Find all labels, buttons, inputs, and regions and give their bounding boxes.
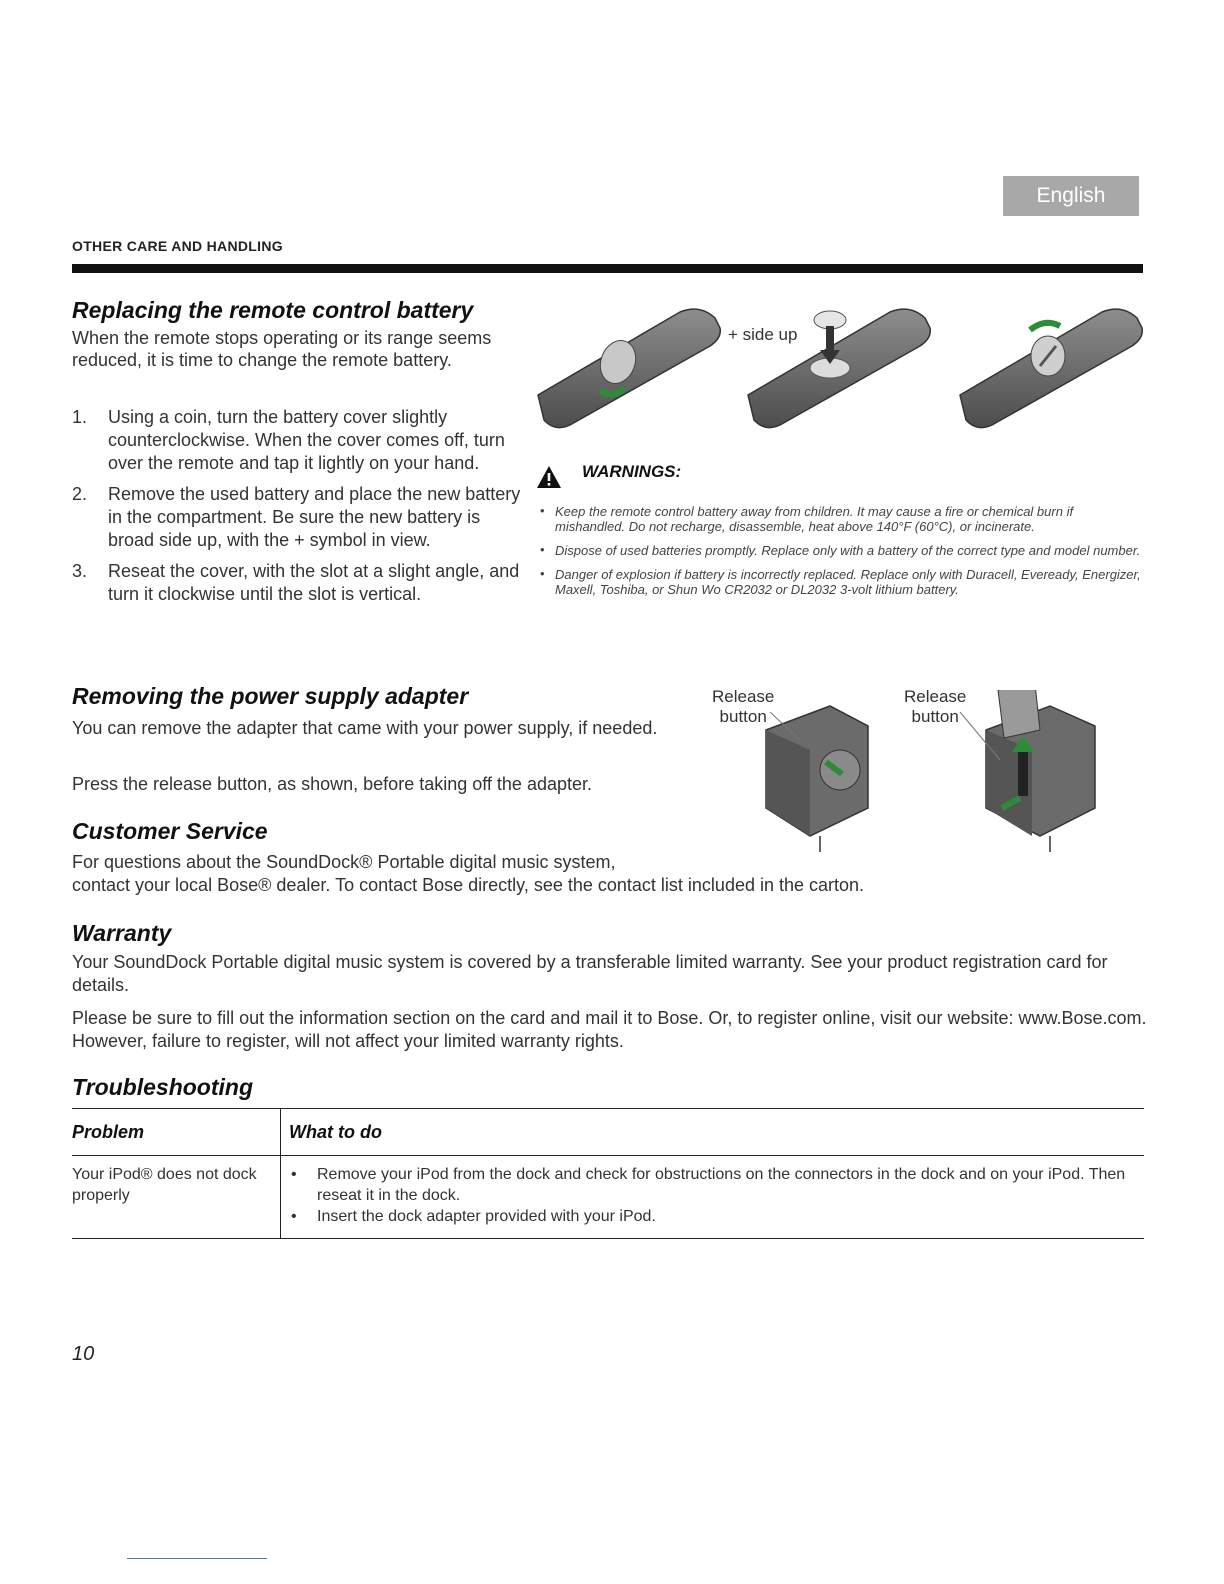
battery-steps <box>72 406 522 614</box>
solution-text: Insert the dock adapter provided with your iPod. <box>317 1208 656 1225</box>
step-number: 2. <box>72 484 88 504</box>
warning-text: Keep the remote control battery away from children. It may cause a fire or chemical burn if mishandled. Do not recharge, disassemble, heat above 140°F (60°C), or incinerate. <box>555 504 1074 534</box>
warning-triangle-icon <box>536 465 562 489</box>
footer-line <box>127 1558 267 1559</box>
warranty-title: Warranty <box>72 920 172 946</box>
troubleshooting-title: Troubleshooting <box>72 1074 254 1100</box>
text-line: contact your local Bose® dealer. To contact Bose directly, see the contact list included in the carton. <box>72 875 865 895</box>
label-line: Release <box>904 687 967 706</box>
language-tab[interactable]: English <box>1003 176 1139 216</box>
bullet-icon: • <box>291 1208 297 1225</box>
column-header-problem: Problem <box>72 1109 281 1156</box>
side-up-label: + side up <box>728 325 798 344</box>
bullet-icon: • <box>540 503 545 518</box>
column-header-what-to-do: What to do <box>281 1109 1145 1156</box>
adapter-figure-2 <box>960 690 1095 852</box>
warning-text: Danger of explosion if battery is incorrectly replaced. Replace only with Duracell, Eveready, Energizer, Maxell, Toshiba, or Shun Wo CR2032 or DL2032 3-volt lithium battery. <box>555 567 1141 597</box>
list-item <box>540 567 1144 597</box>
warning-text: Dispose of used batteries promptly. Replace only with a battery of the correct type and model number. <box>555 543 1141 558</box>
adapter-figure-1 <box>766 706 868 852</box>
list-item <box>540 543 1144 558</box>
text-line: For questions about the SoundDock® Portable digital music system, <box>72 852 616 872</box>
remote-battery-figures <box>530 300 1145 430</box>
solution-text: Remove your iPod from the dock and check for obstructions on the connectors in the dock and on your iPod. Then reseat it in the dock. <box>317 1166 1126 1204</box>
solution-cell <box>281 1156 1145 1239</box>
release-button-label-2 <box>904 687 966 727</box>
label-line: Release <box>712 687 775 706</box>
warranty-paragraph: Your SoundDock Portable digital music system is covered by a transferable limited warranty. See your product registration card for details. <box>72 952 1108 995</box>
battery-intro: When the remote stops operating or its range seems reduced, it is time to change the remote battery. <box>72 328 492 370</box>
label-line: button <box>719 707 767 726</box>
warnings-title: WARNINGS: <box>582 462 682 481</box>
step-number: 3. <box>72 561 88 581</box>
step-text: Reseat the cover, with the slot at a slight angle, and turn it clockwise until the slot is vertical. <box>108 561 520 604</box>
step-text: Using a coin, turn the battery cover slightly counterclockwise. When the cover comes off, turn over the remote and tap it lightly on your hand. <box>108 407 505 473</box>
list-item <box>540 504 1144 534</box>
solution-list <box>289 1164 1144 1227</box>
warnings-list <box>540 504 1144 606</box>
problem-text: Your iPod® does not dock properly <box>72 1166 257 1204</box>
list-item <box>72 483 522 552</box>
page-number: 10 <box>72 1343 95 1365</box>
bullet-icon: • <box>540 542 545 557</box>
step-number: 1. <box>72 407 88 427</box>
customer-service-title: Customer Service <box>72 818 268 844</box>
list-item <box>72 406 522 475</box>
customer-service-text <box>72 851 1072 897</box>
bullet-icon: • <box>291 1166 297 1183</box>
adapter-paragraph: You can remove the adapter that came with your power supply, if needed. <box>72 718 658 738</box>
battery-title: Replacing the remote control battery <box>72 297 474 323</box>
warranty-paragraph: Please be sure to fill out the information section on the card and mail it to Bose. Or, to register online, visit our website: www.Bose.com. However, failure to register, will not affect your limited warranty rights. <box>72 1008 1147 1051</box>
list-item <box>289 1164 1144 1206</box>
list-item <box>289 1206 1144 1227</box>
table-header-row <box>72 1109 1144 1156</box>
problem-cell <box>72 1156 281 1239</box>
bullet-icon: • <box>540 566 545 581</box>
release-button-label-1 <box>712 687 774 727</box>
adapter-paragraph: Press the release button, as shown, before taking off the adapter. <box>72 774 593 794</box>
troubleshooting-table <box>72 1108 1144 1239</box>
remote-figure-3 <box>960 309 1142 427</box>
remote-figure-1 <box>538 309 720 427</box>
adapter-title: Removing the power supply adapter <box>72 683 469 709</box>
section-title: OTHER CARE AND HANDLING <box>72 238 283 254</box>
label-line: button <box>911 707 959 726</box>
step-text: Remove the used battery and place the new battery in the compartment. Be sure the new battery is broad side up, with the + symbol in view. <box>108 484 521 550</box>
list-item <box>72 560 522 606</box>
header-rule <box>72 264 1143 273</box>
table-row <box>72 1156 1144 1239</box>
